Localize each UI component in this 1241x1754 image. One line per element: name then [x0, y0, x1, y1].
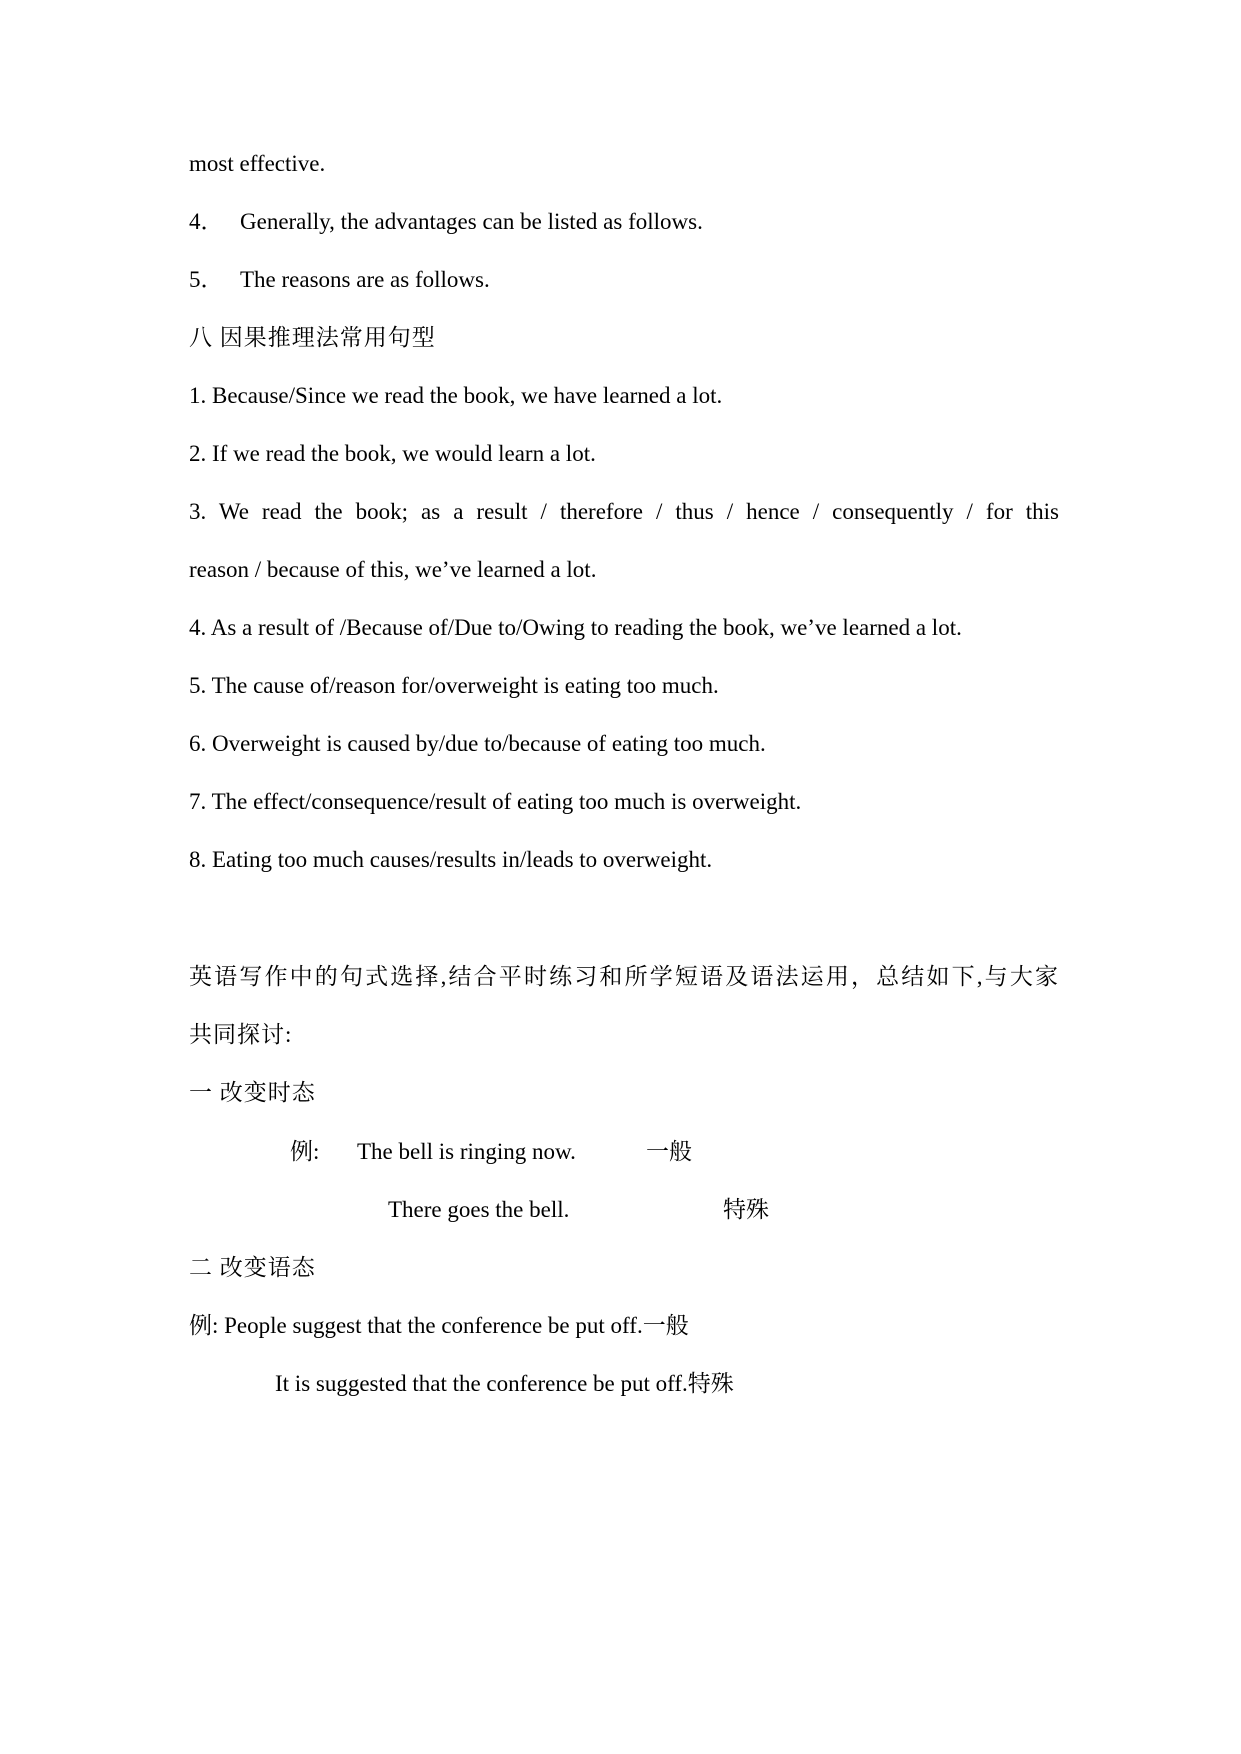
intro-line-1: 英语写作中的句式选择,结合平时练习和所学短语及语法运用，总结如下,与大家 [189, 964, 1059, 989]
pattern-item-2: 2. If we read the book, we would learn a lot. [189, 441, 596, 466]
list-text: Generally, the advantages can be listed as follows. [240, 209, 703, 234]
pattern-item-8: 8. Eating too much causes/results in/leads to overweight. [189, 847, 713, 872]
voice-example-line-1: 例: People suggest that the conference be put off.一般 [189, 1313, 689, 1338]
intro-line-2: 共同探讨: [189, 1022, 293, 1047]
example-sentence-2: There goes the bell. [388, 1197, 570, 1222]
pattern-item-3-line2: reason / because of this, we’ve learned a lot. [189, 557, 597, 582]
voice-example-line-2: It is suggested that the conference be put off.特殊 [275, 1371, 734, 1396]
section-heading-2: 二 改变语态 [189, 1255, 316, 1280]
example-sentence-1: The bell is ringing now. [357, 1139, 576, 1164]
list-number: 4． [189, 209, 224, 234]
list-text: The reasons are as follows. [240, 267, 490, 292]
list-number: 5． [189, 267, 224, 292]
example-tag-special: 特殊 [723, 1197, 769, 1222]
example-label: 例: [290, 1139, 320, 1164]
pattern-item-3-line1: 3. We read the book; as a result / therefore / thus / hence / consequently / for this [189, 499, 1059, 524]
pattern-item-5: 5. The cause of/reason for/overweight is eating too much. [189, 673, 719, 698]
pattern-item-6: 6. Overweight is caused by/due to/because of eating too much. [189, 731, 766, 756]
example-tag-general: 一般 [646, 1139, 692, 1164]
pattern-item-1: 1. Because/Since we read the book, we have learned a lot. [189, 383, 723, 408]
pattern-item-7: 7. The effect/consequence/result of eating too much is overweight. [189, 789, 802, 814]
pattern-item-4: 4. As a result of /Because of/Due to/Owing to reading the book, we’ve learned a lot. [189, 615, 962, 640]
list-item [189, 265, 490, 295]
continuation-text: most effective. [189, 151, 326, 176]
section-heading-1: 一 改变时态 [189, 1080, 316, 1105]
section-heading-8: 八 因果推理法常用句型 [189, 325, 436, 350]
list-item [189, 207, 703, 237]
